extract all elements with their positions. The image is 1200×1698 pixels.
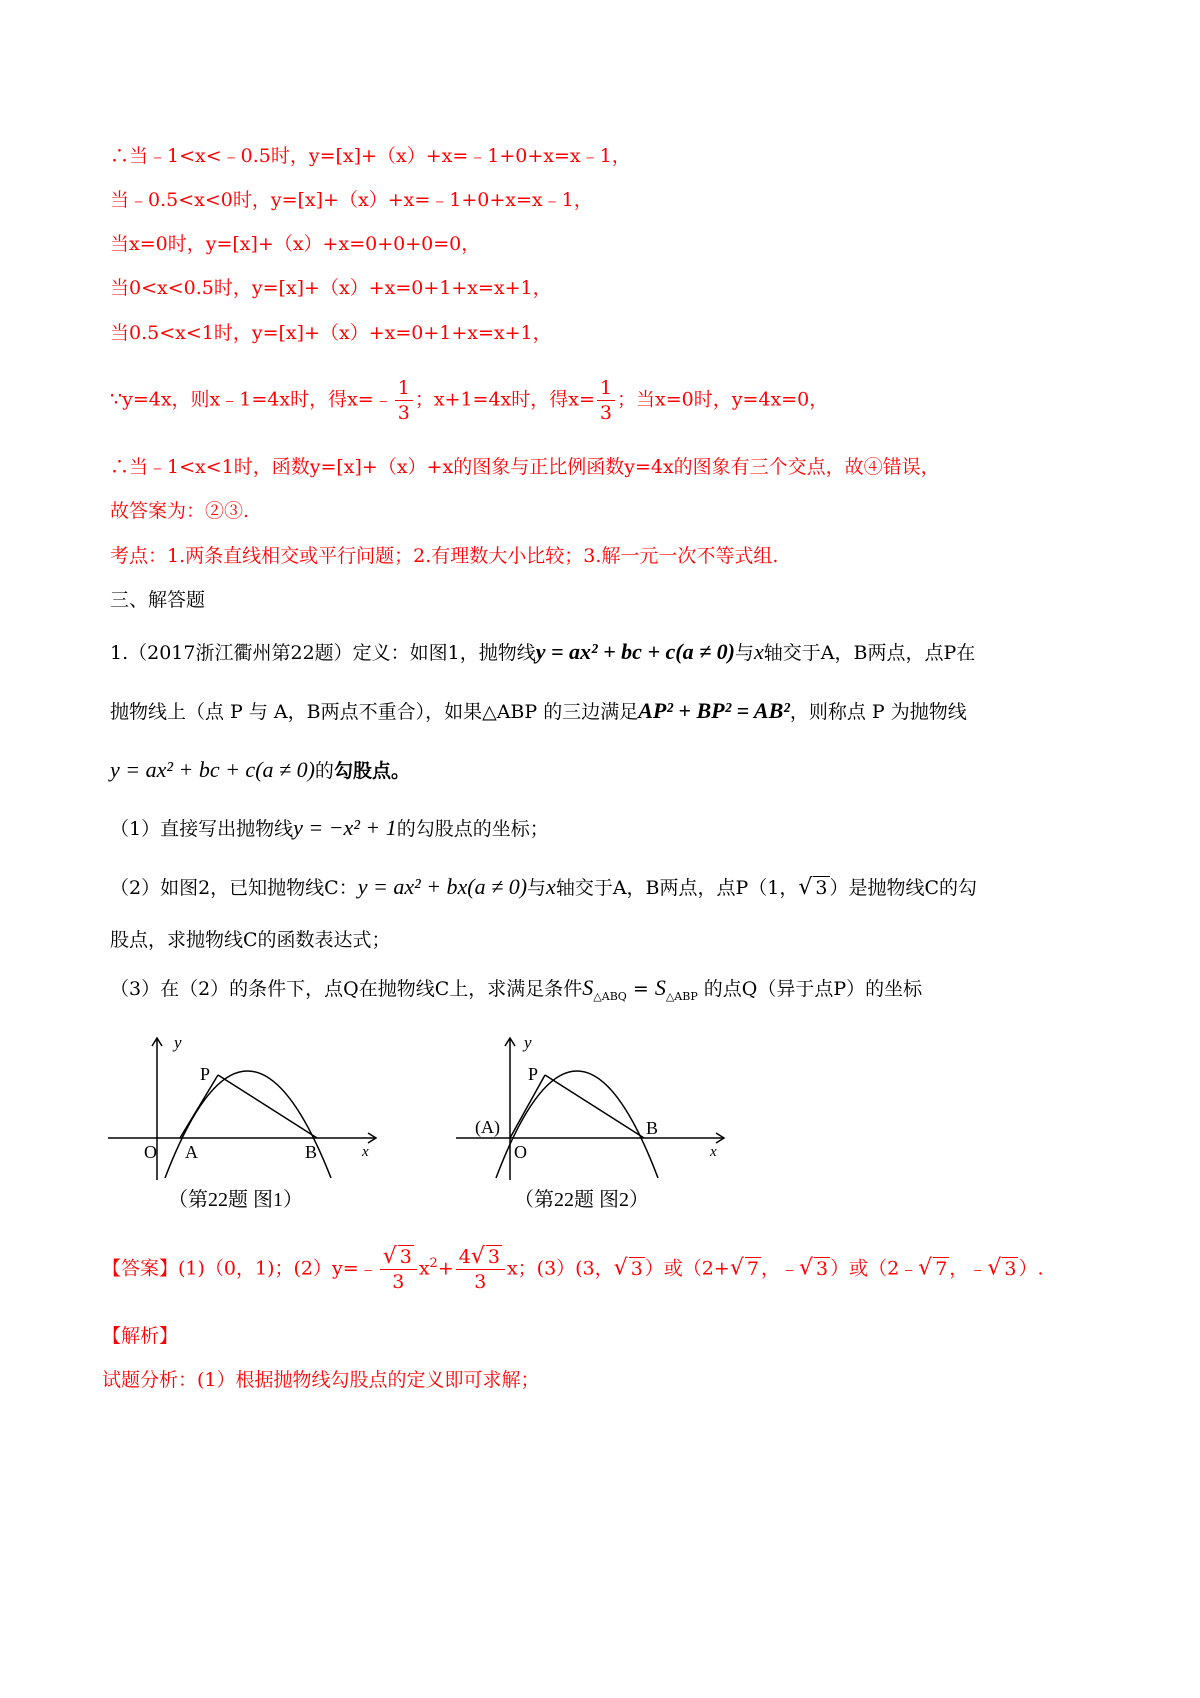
solution-line-4: 当0<x<0.5时，y=[x]+（x）+x=0+1+x=x+1， <box>110 277 552 299</box>
fig2-point-b-label: B <box>646 1118 659 1138</box>
fraction-4sqrt3-over-3: $\frac{4√ 3}{3}$ <box>456 1245 505 1294</box>
term-pythagorean-point: 勾股点。 <box>333 760 410 782</box>
segment-ap <box>510 1075 545 1138</box>
fig2-x-label: x <box>710 1144 717 1160</box>
parabola-formula-2: y = ax² + bc + c(a ≠ 0) <box>110 757 315 782</box>
fraction-one-third: $\frac{1}{3}$ <box>597 376 615 425</box>
segment-ap <box>180 1075 218 1138</box>
figure-1 <box>100 1030 400 1230</box>
sqrt-3: 3 <box>815 877 828 899</box>
question-2: （2）如图2，已知抛物线C：y = ax² + bx(a ≠ 0)与x轴交于A，B两点，点P（1，√ 3 ）是抛物线C的勾 <box>110 874 978 900</box>
solution-line-7: ∴当﹣1<x<1时，函数y=[x]+（x）+x的图象与正比例函数y=4x的图象有三个交点，故④错误， <box>110 456 940 478</box>
answer-tag: 【答案】 <box>102 1257 179 1280</box>
answer-line: 【答案】(1)（0，1)；(2）y=﹣ $\frac{√ 3}{3}$ $x^2+$ $\frac{4√ 3}{3}$ x；(3）(3，√ 3 ）或（2+√ 7 ，﹣√ 3 ）或（2﹣√ 7 ，﹣√ 3 ）. <box>102 1244 1044 1293</box>
fraction-sqrt3-over-3: $\frac{√ 3}{3}$ <box>380 1245 417 1294</box>
problem-line-2: 抛物线上（点 P 与 A，B两点不重合），如果△ABP 的三边满足AP² + BP² = AB²，则称点 P 为抛物线 <box>110 698 967 723</box>
fig2-origin-label: O <box>514 1142 527 1162</box>
parabola-formula: y = ax² + bc + c(a ≠ 0) <box>535 639 735 664</box>
analysis-tag: 【解析】 <box>102 1325 179 1347</box>
fraction-one-third-neg: $\frac{1}{3}$ <box>395 376 413 425</box>
fig2-y-label: y <box>524 1033 532 1052</box>
question-3: （3）在（2）的条件下，点Q在抛物线C上，求满足条件$S_{\triangle ABQ} = S_{\triangle ABP}$ 的点Q（异于点P）的坐标 <box>110 975 923 1003</box>
solution-line-2: 当﹣0.5<x<0时，y=[x]+（x）+x=﹣1+0+x=x﹣1， <box>110 189 593 211</box>
fig1-caption: （第22题 图1） <box>168 1189 303 1211</box>
fig1-origin-label: O <box>144 1142 157 1162</box>
section-title: 三、解答题 <box>110 589 206 611</box>
key-points-line: 考点：1.两条直线相交或平行问题；2.有理数大小比较；3.解一元一次不等式组. <box>110 545 779 567</box>
pythagorean-condition: AP² + BP² = AB² <box>638 698 790 723</box>
solution-line-1: ∴当﹣1<x<﹣0.5时，y=[x]+（x）+x=﹣1+0+x=x﹣1， <box>110 145 631 167</box>
fig2-point-p-label: P <box>528 1064 539 1084</box>
figure-2 <box>448 1030 748 1230</box>
fig1-point-a-label: A <box>185 1142 198 1162</box>
fig1-point-p-label: P <box>200 1064 211 1084</box>
analysis-text: 试题分析：(1）根据抛物线勾股点的定义即可求解； <box>102 1369 540 1391</box>
fig2-point-a-label: (A) <box>475 1117 500 1137</box>
solution-line-3: 当x=0时，y=[x]+（x）+x=0+0+0=0， <box>110 233 481 255</box>
fig2-caption: （第22题 图2） <box>514 1189 649 1211</box>
fig1-x-label: x <box>362 1144 369 1160</box>
solution-line-6-part-a: ∵y=4x，则x﹣1=4x时，得x=﹣ <box>110 388 393 411</box>
solution-line-6-part-c: ；当x=0时，y=4x=0， <box>617 388 829 411</box>
problem-line-1: 1.（2017浙江衢州第22题）定义：如图1，抛物线y = ax² + bc + c(a ≠ 0)与x轴交于A，B两点，点P在 <box>110 639 976 664</box>
segment-pb <box>218 1075 317 1138</box>
question-2-line-2: 股点，求抛物线C的函数表达式； <box>110 929 391 951</box>
problem-line-3: y = ax² + bc + c(a ≠ 0)的勾股点。 <box>110 757 410 782</box>
fig1-point-b-label: B <box>305 1142 318 1162</box>
fig1-y-label: y <box>174 1033 182 1052</box>
solution-line-5: 当0.5<x<1时，y=[x]+（x）+x=0+1+x=x+1， <box>110 322 552 344</box>
solution-line-6-part-b: ；x+1=4x时，得x= <box>414 388 595 411</box>
question-1: （1）直接写出抛物线y = −x² + 1的勾股点的坐标； <box>110 815 549 840</box>
segment-pb <box>545 1075 644 1138</box>
solution-line-8: 故答案为：②③. <box>110 500 250 522</box>
solution-line-6 <box>110 376 828 425</box>
